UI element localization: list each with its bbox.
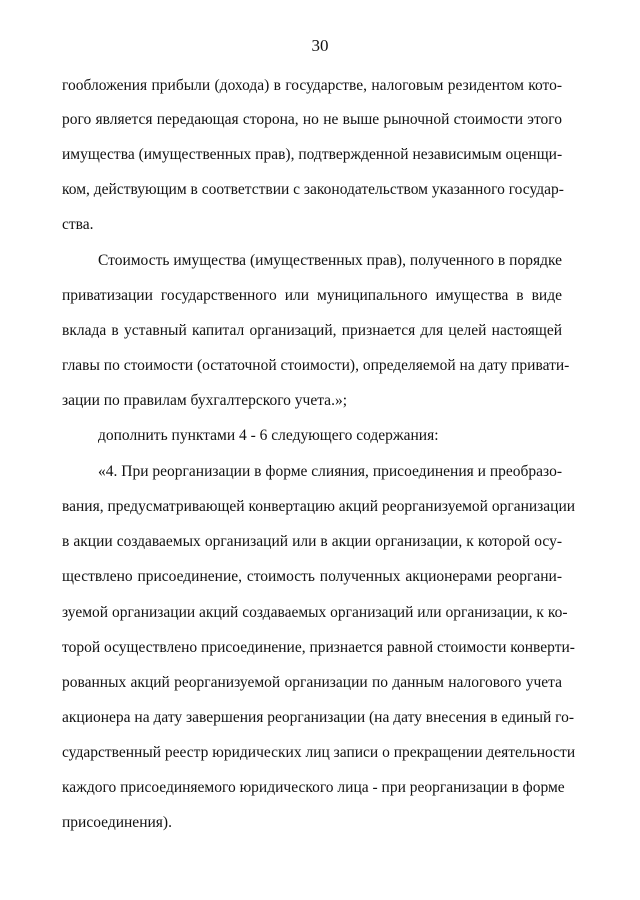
text-line: сударственный реестр юридических лиц записи о прекращении деятельности [62,744,576,761]
text-line: рого является передающая сторона, но не выше рыночной стоимости этого [62,111,562,128]
text-line: гообложения прибыли (дохода) в государстве, налоговым резидентом кото- [62,77,562,94]
text-line: в акции создаваемых организаций или в акции организации, к которой осу- [62,533,562,550]
text-line: «4. При реорганизации в форме слияния, присоединения и преобразо- [98,463,562,480]
text-line: главы по стоимости (остаточной стоимости), определяемой на дату привати- [62,357,570,374]
text-line: торой осуществлено присоединение, признается равной стоимости конверти- [62,639,575,656]
page-number: 30 [311,36,329,55]
text-line: приватизации государственного или муниципального имущества в виде [62,287,562,304]
text-line: дополнить пунктами 4 - 6 следующего содержания: [98,427,439,444]
text-line: рованных акций реорганизуемой организации по данным налогового учета [62,674,562,691]
text-line: присоединения). [62,814,172,831]
text-line: ком, действующим в соответствии с законодательством указанного государ- [62,181,564,198]
text-line: акционера на дату завершения реорганизации (на дату внесения в единый го- [62,709,575,726]
text-line: вклада в уставный капитал организаций, признается для целей настоящей [62,322,562,339]
text-line: имущества (имущественных прав), подтвержденной независимым оценщи- [62,146,563,163]
text-line: зуемой организации акций создаваемых организаций или организации, к ко- [62,604,568,621]
text-line: вания, предусматривающей конвертацию акций реорганизуемой организации [62,498,576,515]
text-line: Стоимость имущества (имущественных прав), полученного в порядке [98,252,562,269]
text-line: зации по правилам бухгалтерского учета.»; [62,392,347,409]
text-line: каждого присоединяемого юридического лица - при реорганизации в форме [62,779,565,796]
text-line: ства. [62,216,94,233]
text-line: ществлено присоединение, стоимость полученных акционерами реоргани- [62,568,562,585]
